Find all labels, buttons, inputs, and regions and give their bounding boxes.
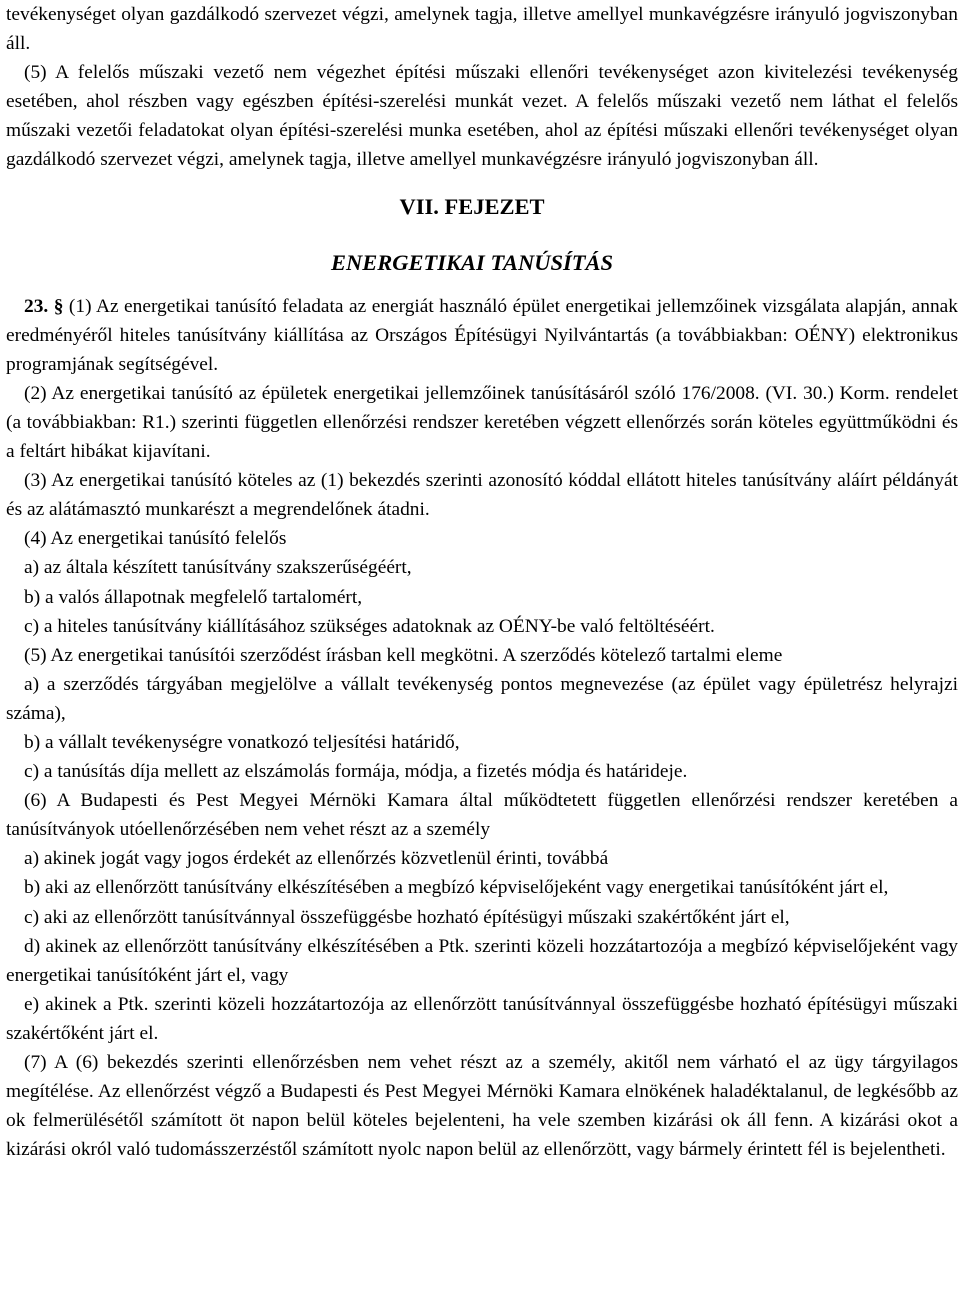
section-23-paragraph-3: (3) Az energetikai tanúsító köteles az (1) bekezdés szerinti azonosító kóddal ellátott hiteles tanúsítvány aláírt példányát és az alátámasztó munkarészt a megrendelőnek átadni. [6, 470, 958, 521]
paragraph-6-item-b: b) aki az ellenőrzött tanúsítvány elkészítésében a megbízó képviselőjeként vagy energetikai tanúsítóként járt el, [24, 877, 889, 899]
paragraph-4-item-c: c) a hiteles tanúsítvány kiállításához szükséges adatoknak az OÉNY-be való feltöltéséért. [24, 615, 715, 637]
paragraph-5-item-c: c) a tanúsítás díja mellett az elszámolás formája, módja, a fizetés módja és határideje. [24, 761, 688, 783]
section-sign: § [53, 295, 64, 317]
paragraph-4-item-b: b) a valós állapotnak megfelelő tartalomért, [24, 586, 363, 608]
section-23-paragraph-7: (7) A (6) bekezdés szerinti ellenőrzésben nem vehet részt az a személy, akitől nem várható el az ügy tárgyilagos megítélése. Az ellenőrzést végző a Budapesti és Pest Megyei Mérnöki Kamara elnökének haladéktalanul, de legkésőbb az ok felmerülésétől számított öt napon belül köteles bejelenteni, ha vele szemben kizárási ok áll fenn. A kizárási okot a kizárási okról való tudomásszerzéstől számított nyolc napon belül az ellenőrzött, vagy bármely érintett fél is bejelentheti. [6, 1052, 958, 1161]
paragraph-6-item-a: a) akinek jogát vagy jogos érdekét az ellenőrzés közvetlenül érinti, továbbá [24, 848, 609, 870]
paragraph-6-item-c: c) aki az ellenőrzött tanúsítvánnyal összefüggésbe hozható építésügyi műszaki szakértőként járt el, [24, 906, 790, 928]
chapter-number: VII. FEJEZET [399, 193, 545, 219]
paragraph-5-item-a: a) a szerződés tárgyában megjelölve a vállalt tevékenység pontos megnevezése (az épület vagy épületrész helyrajzi száma), [6, 673, 958, 724]
section-23-paragraph-1 [6, 292, 958, 379]
section-23-paragraph-2: (2) Az energetikai tanúsító az épületek energetikai jellemzőinek tanúsításáról szóló 176/2008. (VI. 30.) Korm. rendelet (a továbbiakban: R1.) szerinti független ellenőrzési rendszer keretében végzett ellenőrzés során köteles együttműködni és a feltárt hibákat kijavítani. [6, 382, 958, 463]
section-23-paragraph-6: (6) A Budapesti és Pest Megyei Mérnöki Kamara által működtetett független ellenőrzési rendszer keretében a tanúsítványok utóellenőrzésében nem vehet részt az a személy [6, 790, 958, 841]
section-23-paragraph-4: (4) Az energetikai tanúsító felelős [24, 528, 287, 550]
paragraph-4-item-a: a) az általa készített tanúsítvány szakszerűségéért, [24, 557, 412, 579]
document-page [6, 0, 958, 1164]
paragraph-6-item-d: d) akinek az ellenőrzött tanúsítvány elkészítésében a Ptk. szerinti közeli hozzátartozója a megbízó képviselőjeként vagy energetikai tanúsítóként járt el, vagy [6, 935, 958, 986]
section-number: 23. [24, 295, 49, 317]
intro-paragraph-continuation: tevékenységet olyan gazdálkodó szervezet végzi, amelynek tagja, illetve amellyel munkavégzésre irányuló jogviszonyban áll. [6, 4, 958, 55]
paragraph-6-item-e: e) akinek a Ptk. szerinti közeli hozzátartozója az ellenőrzött tanúsítvánnyal összefüggésbe hozható építésügyi műszaki szakértőként járt el. [6, 993, 958, 1044]
intro-paragraph-5: (5) A felelős műszaki vezető nem végezhet építési műszaki ellenőri tevékenységet azon kivitelezési tevékenység esetében, ahol részben vagy egészben építési-szerelési munkát vezet. A felelős műszaki vezető nem láthat el felelős műszaki vezetői feladatokat olyan építési-szerelési munka esetében, ahol az építési műszaki ellenőri tevékenységet olyan gazdálkodó szervezet végzi, amelynek tagja, illetve amellyel munkavégzésre irányuló jogviszonyban áll. [6, 62, 958, 171]
paragraph-1-text: (1) Az energetikai tanúsító feladata az energiát használó épület energetikai jellemzőinek vizsgálata alapján, annak eredményéről hiteles tanúsítvány kiállítása az Országos Építésügyi Nyilvántartás (a továbbiakban: OÉNY) elektronikus programjának segítségével. [6, 295, 958, 375]
paragraph-5-item-b: b) a vállalt tevékenységre vonatkozó teljesítési határidő, [24, 731, 460, 753]
section-23-paragraph-5: (5) Az energetikai tanúsítói szerződést írásban kell megkötni. A szerződés kötelező tartalmi eleme [24, 644, 783, 666]
chapter-title: ENERGETIKAI TANÚSÍTÁS [331, 249, 613, 275]
